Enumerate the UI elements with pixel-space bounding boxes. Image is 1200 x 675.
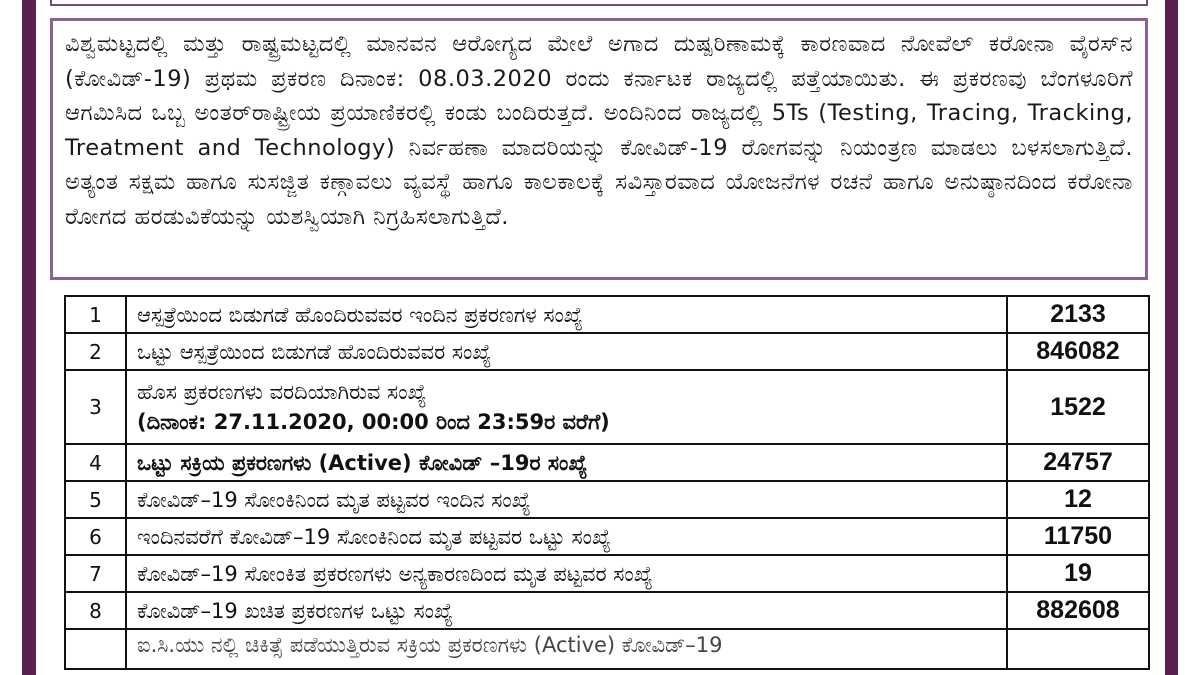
row-number [65, 629, 126, 669]
table-row [65, 370, 1149, 444]
table-row [65, 296, 1149, 333]
row-description: ಕೋವಿಡ್–19 ಸೋಂಕಿತ ಪ್ರಕರಣಗಳು ಅನ್ಯಕಾರಣದಿಂದ ಮೃತ ಪಟ್ಟವರ ಸಂಖ್ಯೆ [126, 555, 1007, 592]
table-row [65, 481, 1149, 518]
row-value: 882608 [1007, 592, 1149, 629]
left-border-bar [22, 0, 36, 675]
row-description: ಒಟ್ಟು ಸಕ್ರಿಯ ಪ್ರಕರಣಗಳು (Active) ಕೋವಿಡ್ –19ರ ಸಂಖ್ಯೆ [126, 444, 1007, 481]
covid-stats-table [64, 295, 1150, 670]
row-number: 8 [65, 592, 126, 629]
row-value: 19 [1007, 555, 1149, 592]
row-number: 6 [65, 518, 126, 555]
table-row-partial [65, 629, 1149, 669]
row-description: ಕೋವಿಡ್–19 ಖಚಿತ ಪ್ರಕರಣಗಳ ಒಟ್ಟು ಸಂಖ್ಯೆ [126, 592, 1007, 629]
row-description-date: (ದಿನಾಂಕ: 27.11.2020, 00:00 ರಿಂದ 23:59ರ ವರೆಗೆ) [137, 410, 610, 434]
row-description: ಒಟ್ಟು ಆಸ್ಪತ್ರೆಯಿಂದ ಬಿಡುಗಡೆ ಹೊಂದಿರುವವರ ಸಂಖ್ಯೆ [126, 333, 1007, 370]
row-value [1007, 629, 1149, 669]
row-number: 7 [65, 555, 126, 592]
row-description: ಆಸ್ಪತ್ರೆಯಿಂದ ಬಿಡುಗಡೆ ಹೊಂದಿರುವವರ ಇಂದಿನ ಪ್ರಕರಣಗಳ ಸಂಖ್ಯೆ [126, 296, 1007, 333]
row-value: 24757 [1007, 444, 1149, 481]
intro-paragraph: ವಿಶ್ವಮಟ್ಟದಲ್ಲಿ ಮತ್ತು ರಾಷ್ಟ್ರಮಟ್ಟದಲ್ಲಿ ಮಾನವನ ಆರೋಗ್ಯದ ಮೇಲೆ ಅಗಾದ ದುಷ್ಪರಿಣಾಮಕ್ಕೆ ಕಾರಣವಾದ ನೋವೆಲ್ ಕರೋನಾ ವೈರಸ್‌ನ (ಕೋವಿಡ್-19) ಪ್ರಥಮ ಪ್ರಕರಣ ದಿನಾಂಕ: 08.03.2020 ರಂದು ಕರ್ನಾಟಕ ರಾಜ್ಯದಲ್ಲಿ ಪತ್ತೆಯಾಯಿತು. ಈ ಪ್ರಕರಣವು ಬೆಂಗಳೂರಿಗೆ ಆಗಮಿಸಿದ ಒಬ್ಬ ಅಂತರ್‌ರಾಷ್ಟ್ರೀಯ ಪ್ರಯಾಣಿಕರಲ್ಲಿ ಕಂಡು ಬಂದಿರುತ್ತದೆ. ಅಂದಿನಿಂದ ರಾಜ್ಯದಲ್ಲಿ 5Ts (Testing, Tracing, Tracking, Treatment and Technology) ನಿರ್ವಹಣಾ ಮಾದರಿಯನ್ನು ಕೋವಿಡ್-19 ರೋಗವನ್ನು ನಿಯಂತ್ರಣ ಮಾಡಲು ಬಳಸಲಾಗುತ್ತಿದೆ. ಅತ್ಯಂತ ಸಕ್ಷಮ ಹಾಗೂ ಸುಸಜ್ಜಿತ ಕಣ್ಗಾವಲು ವ್ಯವಸ್ಥೆ ಹಾಗೂ ಕಾಲಕಾಲಕ್ಕೆ ಸವಿಸ್ತಾರವಾದ ಯೋಜನೆಗಳ ರಚನೆ ಹಾಗೂ ಅನುಷ್ಠಾನದಿಂದ ಕರೋನಾ ರೋಗದ ಹರಡುವಿಕೆಯನ್ನು ಯಶಸ್ವಿಯಾಗಿ ನಿಗ್ರಹಿಸಲಾಗುತ್ತಿದೆ. [65, 31, 1133, 230]
row-description [126, 370, 1007, 444]
row-description: ಐ.ಸಿ.ಯು ನಲ್ಲಿ ಚಿಕಿತ್ಸೆ ಪಡೆಯುತ್ತಿರುವ ಸಕ್ರಿಯ ಪ್ರಕರಣಗಳು (Active) ಕೋವಿಡ್–19 [126, 629, 1007, 669]
row-value: 1522 [1007, 370, 1149, 444]
row-number: 2 [65, 333, 126, 370]
row-description: ಕೋವಿಡ್–19 ಸೋಂಕಿನಿಂದ ಮೃತ ಪಟ್ಟವರ ಇಂದಿನ ಸಂಖ್ಯೆ [126, 481, 1007, 518]
intro-box [50, 18, 1148, 280]
row-value: 11750 [1007, 518, 1149, 555]
row-value: 846082 [1007, 333, 1149, 370]
row-number: 5 [65, 481, 126, 518]
row-number: 3 [65, 370, 126, 444]
row-description-line1: ಹೊಸ ಪ್ರಕರಣಗಳು ವರದಿಯಾಗಿರುವ ಸಂಖ್ಯೆ [137, 380, 427, 404]
table-row [65, 444, 1149, 481]
row-number: 1 [65, 296, 126, 333]
table-row [65, 592, 1149, 629]
row-value: 12 [1007, 481, 1149, 518]
table-row [65, 333, 1149, 370]
row-value: 2133 [1007, 296, 1149, 333]
row-description: ಇಂದಿನವರೆಗೆ ಕೋವಿಡ್–19 ಸೋಂಕಿನಿಂದ ಮೃತ ಪಟ್ಟವರ ಒಟ್ಟು ಸಂಖ್ಯೆ [126, 518, 1007, 555]
right-border-bar [1165, 0, 1178, 675]
table-row [65, 518, 1149, 555]
table-row [65, 555, 1149, 592]
row-number: 4 [65, 444, 126, 481]
top-box-edge [50, 0, 1148, 6]
